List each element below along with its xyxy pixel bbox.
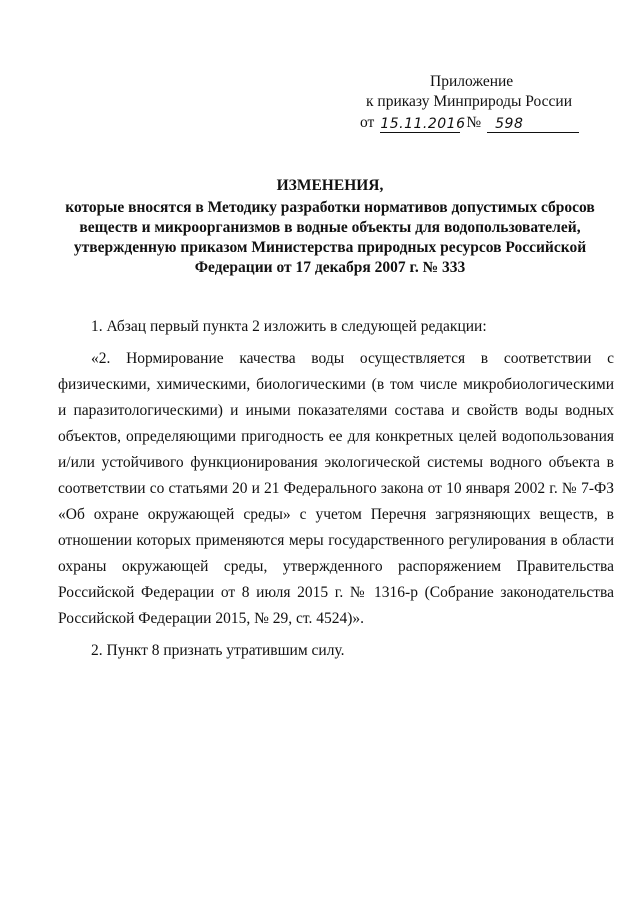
appendix-date-number-line — [360, 113, 600, 133]
paragraph-item-1-quote: «2. Нормирование качества воды осуществляется в соответствии с физическими, химическими, биологическими (в том числе микробиологическими и паразитологическими) и иными показателями состава и свойств воды водных объектов, определяющими пригодность ее для конкретных целей водопользования и/или устойчивого функционирования экологической системы водного объекта в соответствии со статьями 20 и 21 Федерального закона от 10 января 2002 г. № 7-ФЗ «Об охране окружающей среды» с учетом Перечня загрязняющих веществ, в отношении которых применяются меры государственного регулирования в области охраны окружающей среды, утвержденного распоряжением Правительства Российской Федерации от 8 июля 2015 г. № 1316-р (Собрание законодательства Российской Федерации 2015, № 29, ст. 4524)». — [58, 350, 614, 627]
appendix-label: Приложение — [430, 73, 514, 90]
document-title — [60, 176, 600, 278]
document-body — [58, 314, 614, 664]
appendix-header — [360, 72, 600, 133]
title-heading: ИЗМЕНЕНИЯ, — [276, 177, 384, 194]
title-subtitle: которые вносятся в Методику разработки нормативов допустимых сбросов веществ и микроорганизмов в водные объекты для водопользователей, утвержденную приказом Министерства природных ресурсов Российской Федерации от 17 декабря 2007 г. № 333 — [65, 199, 595, 276]
paragraph-item-1: 1. Абзац первый пункта 2 изложить в следующей редакции: — [91, 318, 487, 335]
date-prefix: от — [360, 114, 375, 131]
appendix-order-reference: к приказу Минприроды России — [366, 93, 573, 110]
handwritten-date: 15.11.2016 — [380, 116, 466, 132]
number-prefix: № — [466, 114, 482, 131]
paragraph-item-2: 2. Пункт 8 признать утратившим силу. — [91, 642, 345, 659]
handwritten-number: 598 — [487, 116, 579, 133]
